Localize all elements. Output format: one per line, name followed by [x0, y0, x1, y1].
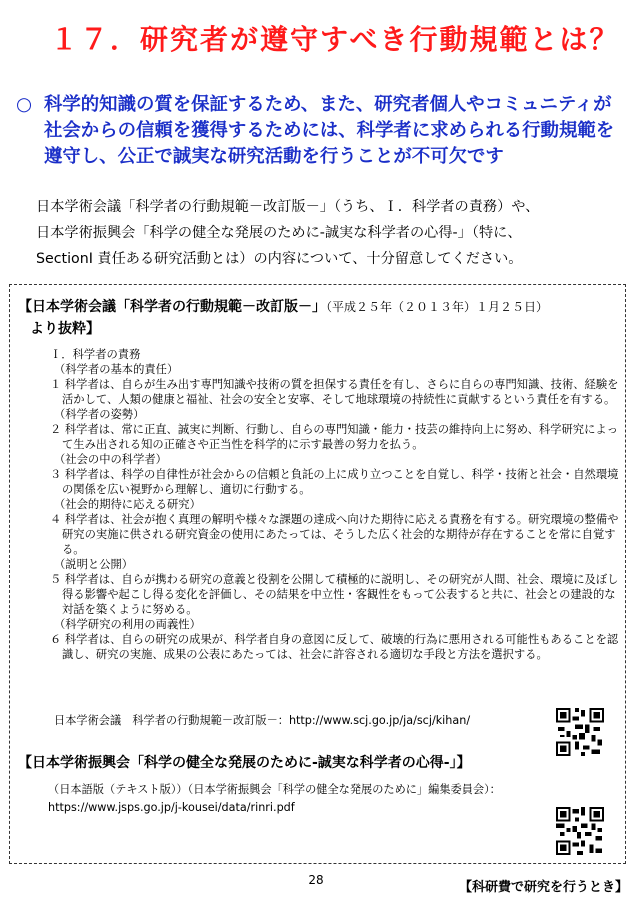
summary-bullet — [16, 92, 628, 170]
guidance-note — [36, 194, 626, 272]
clause-subheading: （説明と公開） — [54, 558, 134, 571]
summary-text: 科学的知識の質を保証するため、また、研究者個人やコミュニティが社会からの信頼を獲得するためには、科学者に求められる行動規範を遵守し、公正で誠実な研究活動を行うことが不可欠です — [44, 94, 615, 167]
clause-subheading: （社会の中の科学者） — [54, 453, 167, 466]
qr-code-icon — [554, 706, 606, 758]
section1-date: （平成２５年（２０１３年）１月２５日） — [326, 300, 549, 314]
clause-subheading: （科学者の姿勢） — [54, 408, 145, 421]
jsps-reference-link[interactable]: https://www.jsps.go.jp/j-kousei/data/rinri.pdf — [48, 801, 295, 814]
bullet-circle-icon: ○ — [16, 94, 33, 115]
section2-title: 【日本学術振興会「科学の健全な発展のために-誠実な科学者の心得-」】 — [18, 755, 471, 771]
jsps-reference-text: （日本語版（テキスト版））（日本学術振興会「科学の健全な発展のために」編集委員会）： — [48, 783, 501, 796]
jsps-reference — [48, 781, 628, 817]
clause-text: １ 科学者は、自らが生み出す専門知識や技術の質を担保する責任を有し、さらに自らの専門知識、技術、経験を活かして、人類の健康と福祉、社会の安全と安寧、そして地球環境の持続性に貢献するという責任を有する。 — [50, 378, 619, 406]
clause-text: ２ 科学者は、常に正直、誠実に判断、行動し、自らの専門知識・能力・技芸の維持向上に努め、科学研究によって生み出される知の正確さや正当性を科学的に示す最善の努力を払う。 — [50, 423, 618, 451]
clause-text: ４ 科学者は、社会が抱く真理の解明や様々な課題の達成へ向けた期待に応える責務を有する。研究環境の整備や研究の実施に供される研究資金の使用にあたっては、そうした広く社会的な期待が存在することを常に自覚する。 — [50, 513, 619, 556]
clause-text: ３ 科学者は、科学の自律性が社会からの信頼と負託の上に成り立つことを自覚し、科学・技術と社会・自然環境の関係を広い視野から理解し、適切に行動する。 — [50, 468, 619, 496]
note-line: SectionⅠ 責任ある研究活動とは）の内容について、十分留意してください。 — [36, 251, 523, 267]
note-line: 日本学術会議「科学者の行動規範－改訂版－」（うち、Ｉ．科学者の責務）や、 — [36, 199, 540, 215]
excerpt-heading: Ｉ．科学者の責務 — [50, 348, 141, 361]
footer-label: 【科研費で研究を行うとき】 — [458, 880, 628, 895]
clause-subheading: （社会的期待に応える研究） — [54, 498, 201, 511]
qr-code-icon — [554, 805, 606, 857]
clause-text: ６ 科学者は、自らの研究の成果が、科学者自身の意図に反して、破壊的行為に悪用される可能性もあることを認識し、研究の実施、成果の公表にあたっては、社会に許容される適切な手段と方法を選択する。 — [50, 633, 619, 661]
clause-subheading: （科学研究の利用の両義性） — [54, 618, 201, 631]
section1-title-main: 【日本学術会議「科学者の行動規範－改訂版－」 — [18, 299, 326, 315]
page-title: １７．研究者が遵守すべき行動規範とは？ — [50, 23, 620, 56]
section1-title-cont: より抜粋】 — [30, 321, 100, 337]
note-line: 日本学術振興会「科学の健全な発展のために-誠実な科学者の心得-」（特に、 — [36, 225, 522, 241]
clause-subheading: （科学者の基本的責任） — [54, 363, 179, 376]
code-of-conduct-excerpt — [50, 347, 620, 662]
section1-title — [18, 296, 628, 340]
page-number: 28 — [308, 873, 324, 887]
clause-text: ５ 科学者は、自らが携わる研究の意義と役割を公開して積極的に説明し、その研究が人間、社会、環境に及ぼし得る影響や起こし得る変化を評価し、その結果を中立性・客観性をもって公表すると共に、社会との建設的な対話を築くように努める。 — [50, 573, 619, 616]
scj-reference-link[interactable]: 日本学術会議 科学者の行動規範－改訂版－：http://www.scj.go.jp/ja/scj/kihan/ — [54, 714, 471, 727]
